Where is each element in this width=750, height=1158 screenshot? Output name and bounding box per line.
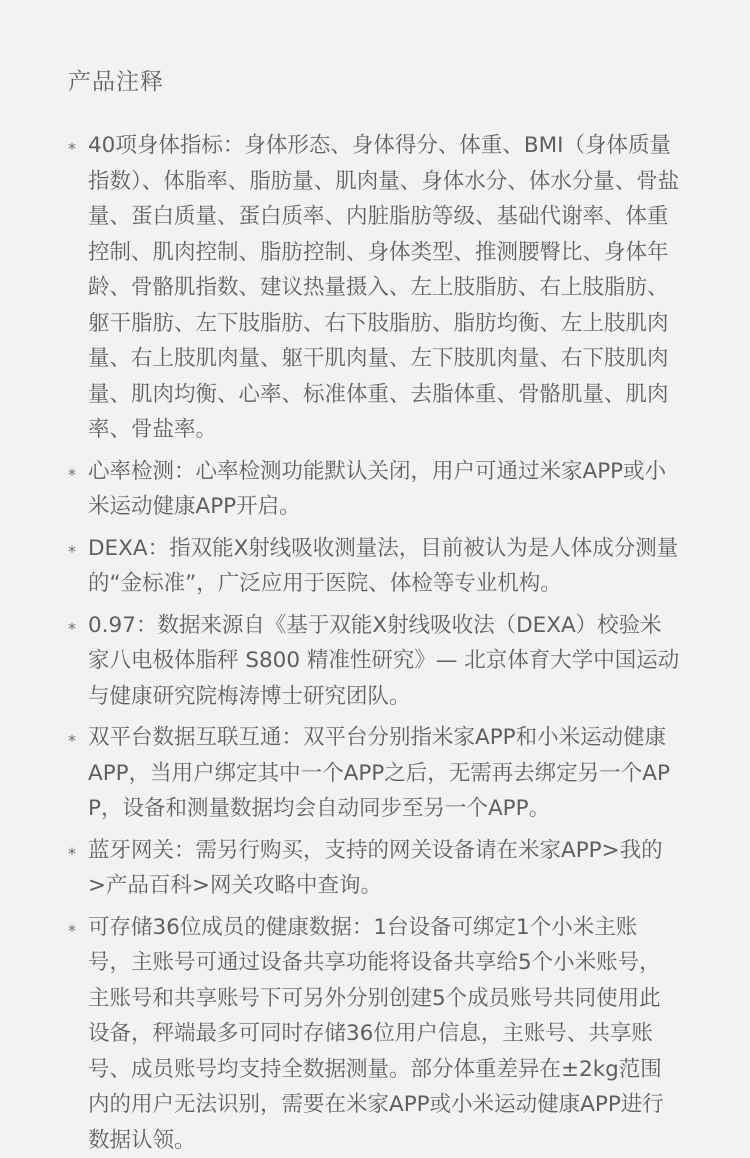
note-text: 心率检测：心率检测功能默认关闭，用户可通过米家APP或小米运动健康APP开启。 xyxy=(88,454,680,525)
asterisk-icon: * xyxy=(68,723,76,759)
note-text: 0.97：数据来源自《基于双能X射线吸收法（DEXA）校验米家八电极体脂秤 S800 精准性研究》— 北京体育大学中国运动与健康研究院梅涛博士研究团队。 xyxy=(88,608,680,715)
asterisk-icon: * xyxy=(68,611,76,647)
asterisk-icon: * xyxy=(68,913,76,949)
note-text: 蓝牙网关：需另行购买，支持的网关设备请在米家APP>我的>产品百科>网关攻略中查询。 xyxy=(88,833,680,904)
note-text: 可存储36位成员的健康数据：1台设备可绑定1个小米主账号，主账号可通过设备共享功能将设备共享给5个小米账号，主账号和共享账号下可另外分别创建5个成员账号共同使用此设备，秤端最多可同时存储36位用户信息，主账号、共享账号、成员账号均支持全数据测量。部分体重差异在±2kg范围内的用户无法识别，需要在米家APP或小米运动健康APP进行数据认领。 xyxy=(88,910,680,1158)
note-text: 40项身体指标：身体形态、身体得分、体重、BMI（身体质量指数）、体脂率、脂肪量、肌肉量、身体水分、体水分量、骨盐量、蛋白质量、蛋白质率、内脏脂肪等级、基础代谢率、体重控制、肌肉控制、脂肪控制、身体类型、推测腰臀比、身体年龄、骨骼肌指数、建议热量摄入、左上肢脂肪、右上肢脂肪、躯干脂肪、左下肢脂肪、右下肢脂肪、脂肪均衡、左上肢肌肉量、右上肢肌肉量、躯干肌肉量、左下肢肌肉量、右下肢肌肉量、肌肉均衡、心率、标准体重、去脂体重、骨骼肌量、肌肉率、骨盐率。 xyxy=(88,128,680,448)
note-item-accuracy xyxy=(68,608,680,715)
note-item-dexa xyxy=(68,531,680,602)
note-item-heart-rate xyxy=(68,454,680,525)
note-item-member-storage xyxy=(68,910,680,1158)
asterisk-icon: * xyxy=(68,457,76,493)
asterisk-icon: * xyxy=(68,836,76,872)
note-item-bluetooth-gateway xyxy=(68,833,680,904)
note-text: DEXA：指双能X射线吸收测量法，目前被认为是人体成分测量的“金标准”，广泛应用于医院、体检等专业机构。 xyxy=(88,531,680,602)
notes-list xyxy=(68,128,680,1158)
asterisk-icon: * xyxy=(68,131,76,167)
note-text: 双平台数据互联互通：双平台分别指米家APP和小米运动健康APP，当用户绑定其中一个APP之后，无需再去绑定另一个APP，设备和测量数据均会自动同步至另一个APP。 xyxy=(88,720,680,827)
asterisk-icon: * xyxy=(68,534,76,570)
page-title: 产品注释 xyxy=(68,62,680,102)
note-item-body-metrics xyxy=(68,128,680,448)
note-item-dual-platform xyxy=(68,720,680,827)
